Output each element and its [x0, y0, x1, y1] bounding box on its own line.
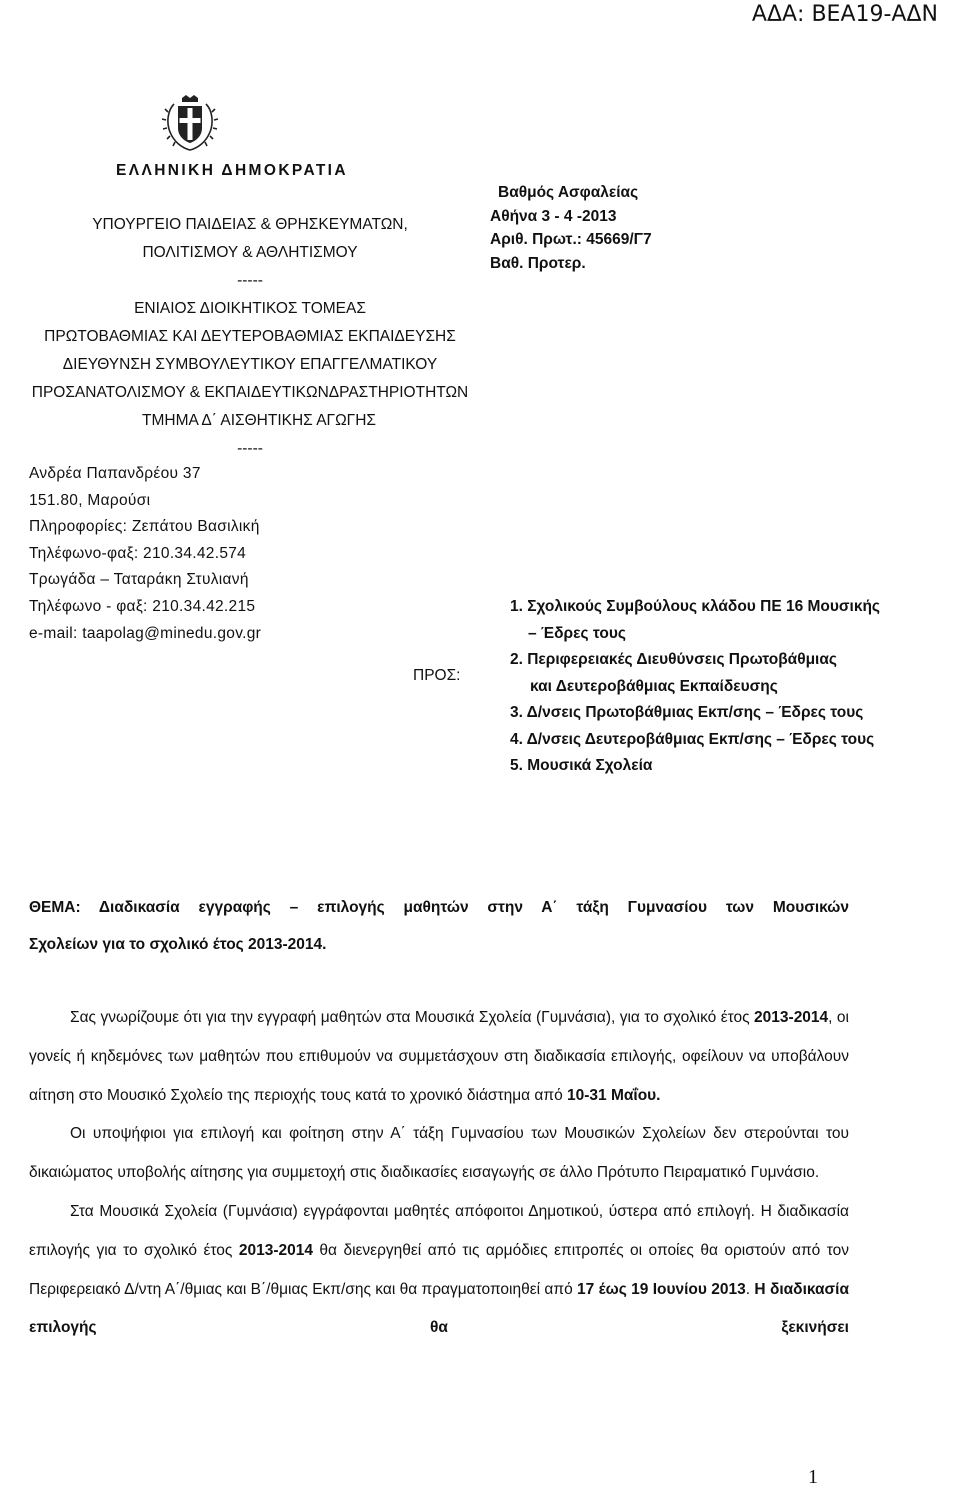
greek-coat-of-arms-icon	[160, 92, 220, 154]
ministry-line: ΔΙΕΥΘΥΝΣΗ ΣΥΜΒΟΥΛΕΥΤΙΚΟΥ ΕΠΑΓΓΕΛΜΑΤΙΚΟΥ	[62, 356, 438, 373]
recipient-item: 4. Δ/νσεις Δευτεροβάθμιας Εκπ/σης – Έδρες τους	[510, 730, 875, 748]
info-line: Πληροφορίες: Ζεπάτου Βασιλική	[29, 518, 260, 536]
body-paragraph: Στα Μουσικά Σχολεία (Γυμνάσια) εγγράφονται μαθητές απόφοιτοι Δημοτικού, ύστερα από επιλογή. Η διαδικασία επιλογής για το σχολικό έτος 2013-2014 θα διενεργηθεί από τις αρμόδιες επιτροπές οι οποίες θα οριστούν από τον Περιφερειακό Δ/ντη Α΄/θμιας και Β΄/θμιας Εκπ/σης και θα πραγματοποιηθεί από 17 έως 19 Ιουνίου 2013. Η διαδικασία επιλογής θα ξεκινήσει	[29, 1202, 850, 1337]
body-paragraph: Οι υποψήφιοι για επιλογή και φοίτηση στην Α΄ τάξη Γυμνασίου των Μουσικών Σχολείων δεν στερούνται του δικαιώματος υποβολής αίτησης για συμμετοχή στις διαδικασίες εισαγωγής σε άλλο Πρότυπο Πειραματικό Γυμνάσιο.	[29, 1125, 849, 1182]
security-block	[490, 181, 652, 275]
recipient-item: 5. Μουσικά Σχολεία	[510, 757, 653, 774]
contact-person-line: Τρωγάδα – Ταταράκη Στυλιανή	[29, 571, 249, 589]
ministry-block	[0, 211, 500, 463]
document-date: Αθήνα 3 - 4 -2013	[490, 207, 617, 225]
recipient-item: 3. Δ/νσεις Πρωτοβάθμιας Εκπ/σης – Έδρες τους	[510, 704, 864, 721]
ministry-line: ΕΝΙΑΙΟΣ ΔΙΟΙΚΗΤΙΚΟΣ ΤΟΜΕΑΣ	[134, 300, 366, 317]
subject-block	[29, 889, 849, 963]
page-number: 1	[808, 1466, 818, 1488]
ministry-line: ΥΠΟΥΡΓΕΙΟ ΠΑΙΔΕΙΑΣ & ΘΡΗΣΚΕΥΜΑΤΩΝ,	[92, 216, 408, 233]
recipient-item: 1. Σχολικούς Συμβούλους κλάδου ΠΕ 16 Μουσικής	[510, 598, 880, 615]
ministry-line: ΠΡΩΤΟΒΑΘΜΙΑΣ ΚΑΙ ΔΕΥΤΕΡΟΒΑΘΜΙΑΣ ΕΚΠΑΙΔΕΥΣΗΣ	[44, 328, 456, 345]
subject-line: ΘΕΜΑ: Διαδικασία εγγραφής – επιλογής μαθητών στην Α΄ τάξη Γυμνασίου των Μουσικών	[29, 899, 849, 916]
recipients-list	[510, 594, 880, 780]
recipient-item: 2. Περιφερειακές Διευθύνσεις Πρωτοβάθμιας	[510, 651, 837, 668]
security-level: Βαθμός Ασφαλείας	[498, 184, 639, 201]
to-label: ΠΡΟΣ:	[413, 667, 461, 684]
subject-line: Σχολείων για το σχολικό έτος 2013-2014.	[29, 936, 327, 953]
body-paragraph: Σας γνωρίζουμε ότι για την εγγραφή μαθητών στα Μουσικά Σχολεία (Γυμνάσια), για το σχολικό έτος 2013-2014, οι γονείς ή κηδεμόνες των μαθητών που επιθυμούν να συμμετάσχουν στη διαδικασία επιλογής, οφείλουν να υποβάλουν αίτηση στο Μουσικό Σχολείο της περιοχής τους κατά το χρονικό διάστημα από 10-31 Μαΐου.	[29, 1009, 849, 1104]
phone-line: Τηλέφωνο - φαξ: 210.34.42.215	[29, 597, 256, 615]
contact-block	[29, 461, 261, 647]
address-line: Ανδρέα Παπανδρέου 37	[29, 465, 201, 482]
ministry-line: ΠΡΟΣΑΝΑΤΟΛΙΣΜΟΥ & ΕΚΠΑΙΔΕΥΤΙΚΩΝΔΡΑΣΤΗΡΙΟΤΗΤΩΝ	[31, 384, 469, 401]
separator: -----	[237, 440, 263, 457]
phone-line: Τηλέφωνο-φαξ: 210.34.42.574	[29, 544, 247, 562]
letter-body	[29, 999, 849, 1348]
ministry-line: ΠΟΛΙΤΙΣΜΟΥ & ΑΘΛΗΤΙΣΜΟΥ	[142, 244, 358, 261]
ada-code: ΑΔΑ: ΒΕΑ19-ΑΔΝ	[751, 2, 938, 27]
separator: -----	[237, 272, 263, 289]
recipient-item-cont: και Δευτεροβάθμιας Εκπαίδευσης	[530, 677, 778, 695]
republic-heading: ΕΛΛΗΝΙΚΗ ΔΗΜΟΚΡΑΤΙΑ	[116, 162, 348, 179]
protocol-number: Αριθ. Πρωτ.: 45669/Γ7	[490, 231, 652, 248]
email-line[interactable]: e-mail: taapolag@minedu.gov.gr	[29, 624, 262, 642]
priority-level: Βαθ. Προτερ.	[490, 254, 586, 272]
department-line: ΤΜΗΜΑ Δ΄ ΑΙΣΘΗΤΙΚΗΣ ΑΓΩΓΗΣ	[142, 412, 376, 429]
recipient-item-cont: – Έδρες τους	[528, 624, 626, 642]
postal-line: 151.80, Μαρούσι	[29, 491, 151, 509]
